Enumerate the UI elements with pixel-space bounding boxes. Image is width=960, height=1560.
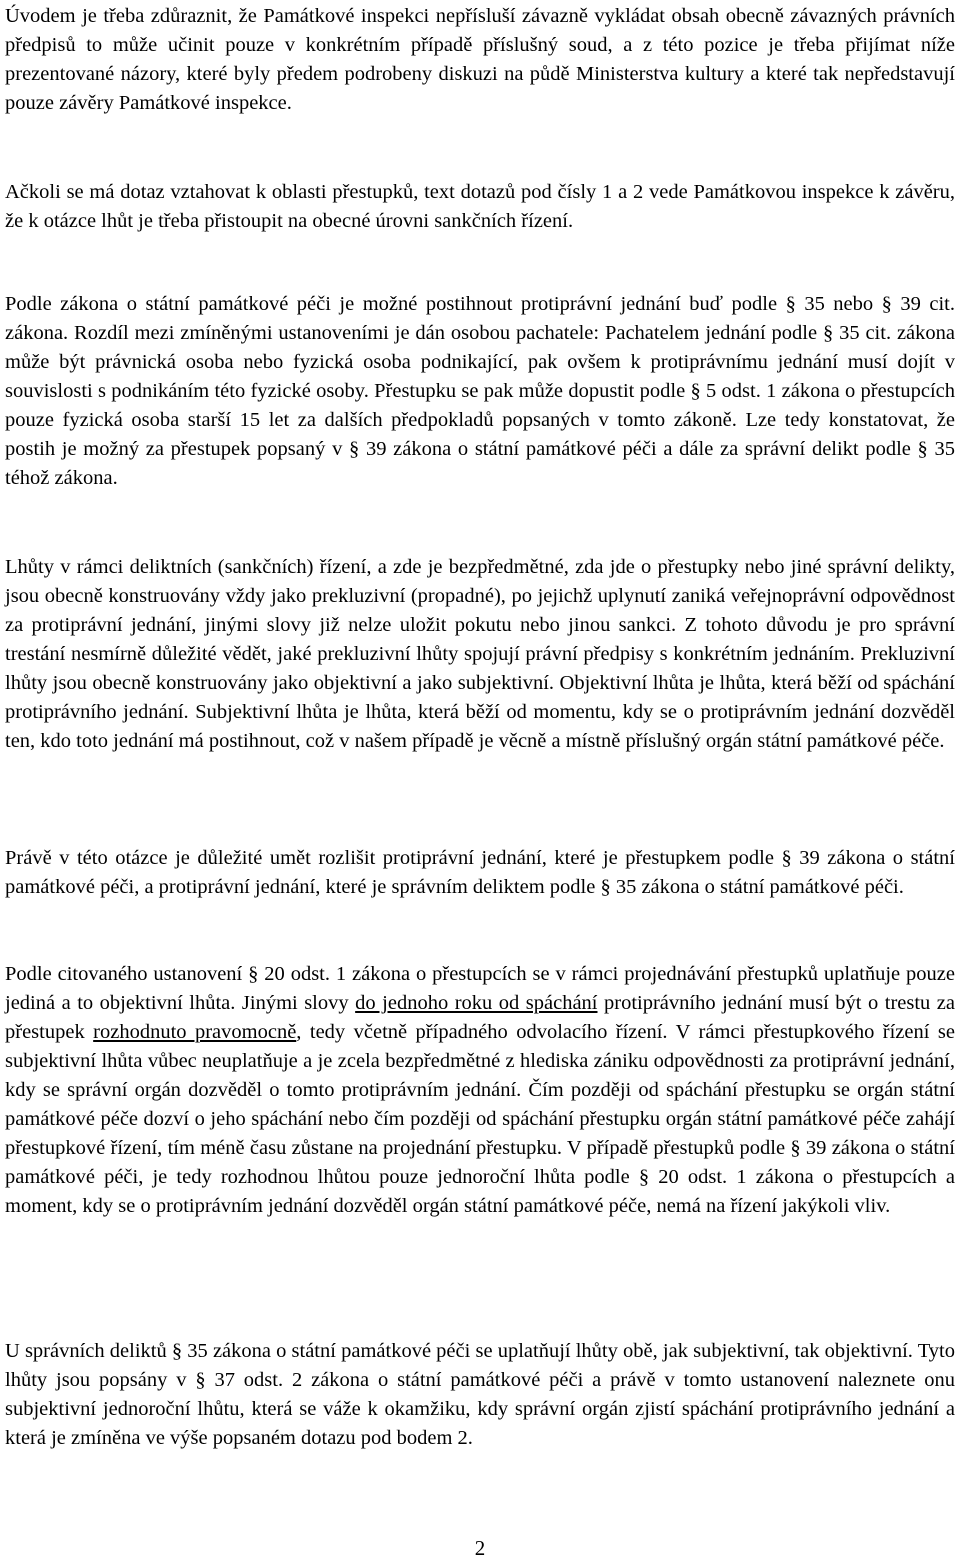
paragraph-time-limits: Lhůty v rámci deliktních (sankčních) řízení, a zde je bezpředmětné, zda jde o přestupky nebo jiné správní delikty, jsou obecně konstruovány vždy jako prekluzivní (propadné), po jejichž uplynutí zaniká veřejnoprávní odpovědnost za protiprávní jednání, jinými slovy již nelze uložit pokutu nebo jinou sankci. Z tohoto důvodu je pro správní trestání nesmírně důležité vědět, jaké prekluzivní lhůty spojují právní předpisy s konkrétním jednáním. Prekluzivní lhůty jsou obecně konstruovány jako objektivní a jako subjektivní. Objektivní lhůta je lhůta, která běží od spáchání protiprávního jednání. Subjektivní lhůta je lhůta, která běží od momentu, kdy se o protiprávním jednání dozvěděl ten, kdo toto jednání má postihnout, což v našem případě je věcně a místně příslušný orgán státní památkové péče.: [5, 556, 955, 752]
paragraph-distinguish: Právě v této otázce je důležité umět rozlišit protiprávní jednání, které je přestupkem podle § 39 zákona o státní památkové péči, a protiprávní jednání, které je správním deliktem podle § 35 zákona o státní památkové péči.: [5, 847, 955, 898]
paragraph-offenders: Podle zákona o státní památkové péči je možné postihnout protiprávní jednání buď podle § 35 nebo § 39 cit. zákona. Rozdíl mezi zmíněnými ustanoveními je dán osobou pachatele: Pachatelem jednání podle § 35 cit. zákona může být právnická osoba nebo fyzická osoba podnikající, pak ovšem k protiprávnímu jednání musí dojít v souvislosti s podnikáním této fyzické osoby. Přestupku se pak může dopustit podle § 5 odst. 1 zákona o přestupcích pouze fyzická osoba starší 15 let za dalších předpokladů popsaných v tomto zákoně. Lze tedy konstatovat, že postih je možný za přestupek popsaný v § 39 zákona o státní památkové péči a dále za správní delikt podle § 35 téhož zákona.: [5, 293, 955, 489]
document-page: [5, 0, 955, 1560]
page-number: 2: [474, 1536, 486, 1560]
underlined-text: rozhodnuto pravomocně: [93, 1021, 297, 1043]
text-run: Podle citovaného ustanovení § 20 odst. 1 zákona o přestupcích se v rámci projednávání přestupků uplatňuje pouze jediná a to objektivní lhůta. Jinými slovy: [5, 963, 955, 1014]
paragraph-intro: Úvodem je třeba zdůraznit, že Památkové inspekci nepřísluší závazně vykládat obsah obecně závazných právních předpisů to může učinit pouze v konkrétním případě příslušný soud, a z této pozice je třeba přijímat níže prezentované názory, které byly předem podrobeny diskuzi na půdě Ministerstva kultury a které tak nepředstavují pouze závěry Památkové inspekce.: [5, 5, 955, 114]
paragraph-objective-limit: [5, 960, 955, 1221]
paragraph-administrative-offences: U správních deliktů § 35 zákona o státní památkové péči se uplatňují lhůty obě, jak subjektivní, tak objektivní. Tyto lhůty jsou popsány v § 37 odst. 2 zákona o státní památkové péči a právě v tomto ustanovení naleznete onu subjektivní jednoroční lhůtu, která se váže k okamžiku, kdy správní orgán zjistí spáchání protiprávního jednání a která je zmíněna ve výše popsaném dotazu pod bodem 2.: [5, 1340, 955, 1449]
paragraph-query-scope: Ačkoli se má dotaz vztahovat k oblasti přestupků, text dotazů pod čísly 1 a 2 vede Památkovou inspekce k závěru, že k otázce lhůt je třeba přistoupit na obecné úrovni sankčních řízení.: [5, 181, 955, 232]
text-run: , tedy včetně případného odvolacího řízení. V rámci přestupkového řízení se subjektivní lhůta vůbec neuplatňuje a je zcela bezpředmětné z hlediska zániku odpovědnosti za protiprávní jednání, kdy se správní orgán dozvěděl o tomto protiprávním jednání. Čím později od spáchání přestupku se orgán státní památkové péče dozví o jeho spáchání nebo čím později od spáchání přestupku orgán státní památkové péče zahájí přestupkové řízení, tím méně času zůstane na projednání přestupku. V případě přestupků podle § 39 zákona o státní památkové péči, je tedy rozhodnou lhůtou pouze jednoroční lhůta podle § 20 odst. 1 zákona o přestupcích a moment, kdy se o protiprávním jednání dozvěděl orgán státní památkové péče, nemá na řízení jakýkoli vliv.: [5, 1021, 955, 1217]
text-run: protiprávního jednání musí být o trestu za přestupek: [5, 992, 956, 1043]
underlined-text: do jednoho roku od spáchání: [355, 992, 598, 1014]
